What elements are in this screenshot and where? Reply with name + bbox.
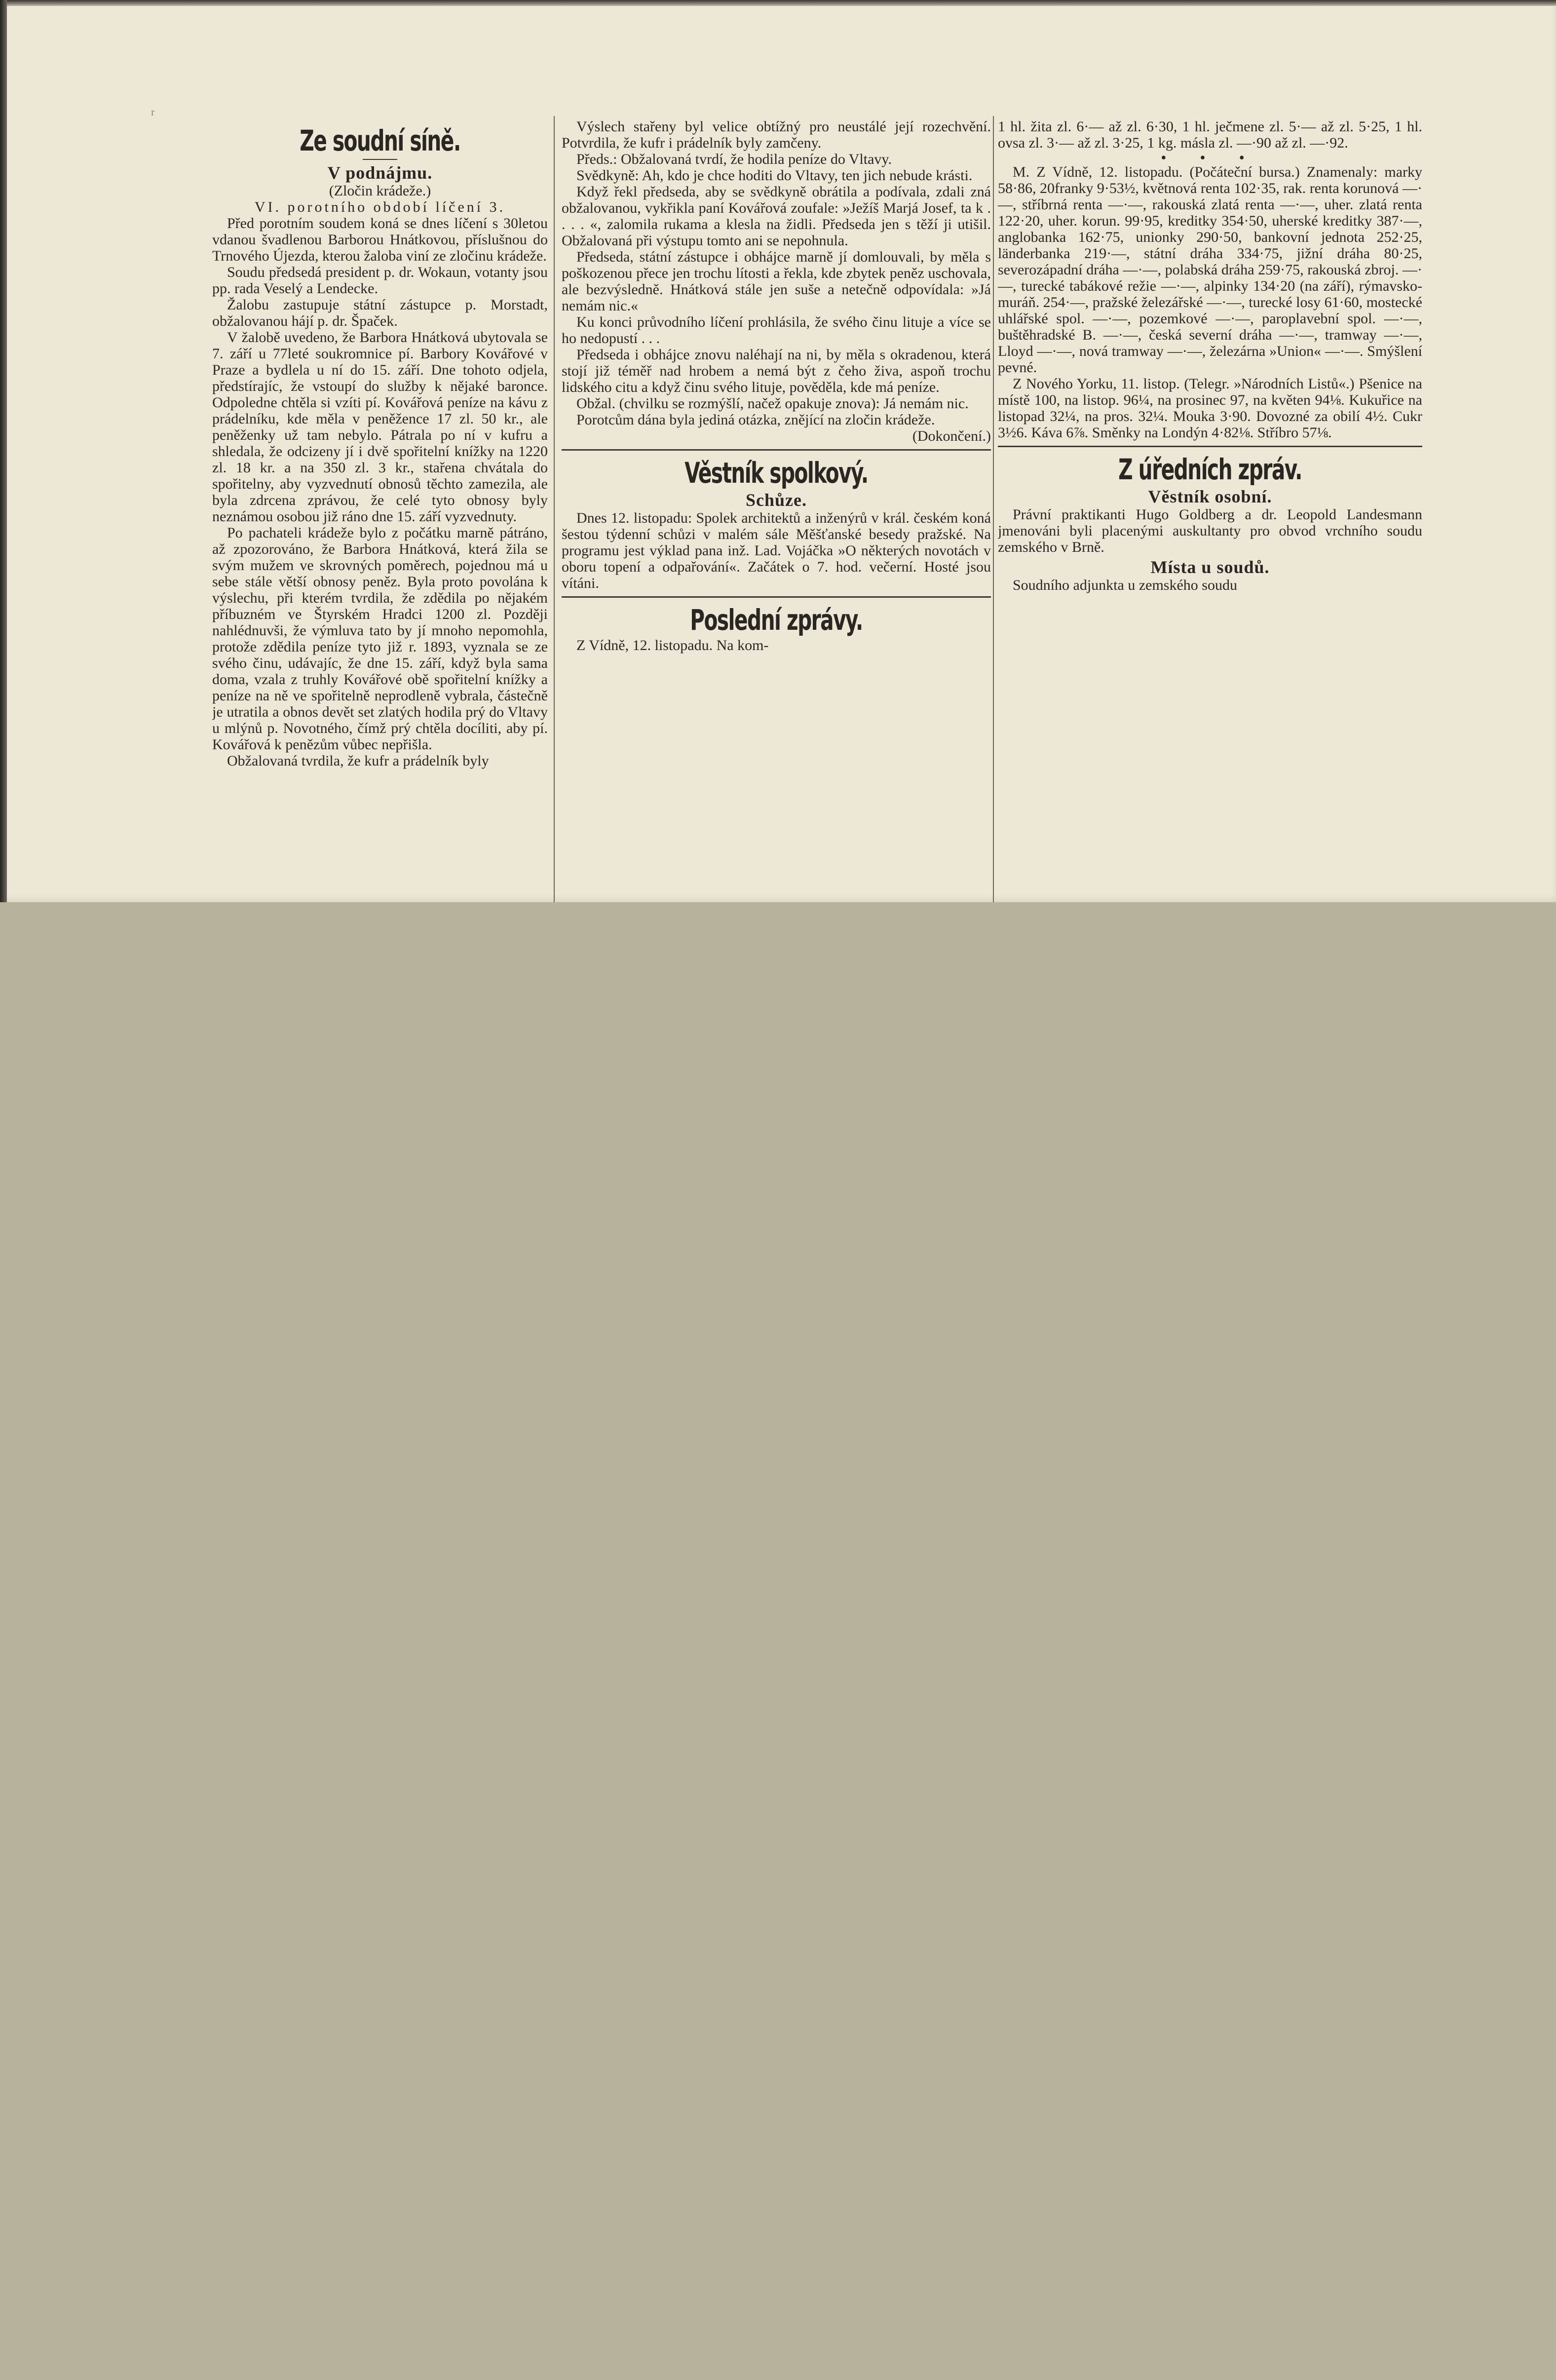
period-line: VI. porotního období líčení 3.	[254, 199, 506, 215]
subsection-title: Místa u soudů.	[1150, 557, 1270, 577]
paragraph: Soudního adjunkta u zemského soudu	[1013, 577, 1237, 593]
section-title: Věstník spolkový.	[684, 456, 868, 490]
column-court-report	[212, 118, 548, 902]
page-top-edge	[0, 0, 1556, 6]
paragraph: Právní praktikanti Hugo Goldberg a dr. Leopold Landesmann jmenováni byli placenými auskultanty pro obvod vrchního soudu zemského v Brně.	[998, 506, 1422, 555]
paragraph: Když řekl předseda, aby se svědkyně obrátila a podívala, zdali zná obžalovanou, vykřikla paní Kovářová zoufale: »Ježíš Marjá Josef, ta k . . . . «, zalomila rukama a klesla na židli. Předseda jen s těží ji utišil. Obžalovaná při výstupu tomto ani se nepohnula.	[562, 184, 991, 249]
column-divider	[993, 116, 994, 902]
subsection-title: Věstník osobní.	[1148, 487, 1272, 506]
section-title: Z úředních zpráv.	[1118, 453, 1302, 486]
article-subtitle: (Zločin krádeže.)	[329, 183, 431, 199]
horizontal-rule	[562, 449, 991, 451]
paragraph: Předs.: Obžalovaná tvrdí, že hodila peníze do Vltavy.	[576, 151, 892, 167]
paragraph: Z Nového Yorku, 11. listop. (Telegr. »Národních Listů«.) Pšenice na místě 100, na listop. 96¼, na prosinec 97, na květen 94⅛. Kukuřice na listopad 32¼, na pros. 32¼. Mouka 3·90. Dovozné za obilí 4½. Cukr 3½6. Káva 6⅞. Směnky na Londýn 4·82⅛. Stříbro 57⅛.	[998, 376, 1422, 441]
divider	[363, 159, 397, 160]
column-middle	[562, 118, 991, 902]
separator-stars: • • •	[1161, 149, 1259, 166]
paragraph: Před porotním soudem koná se dnes líčení s 30letou vdanou švadlenou Barborou Hnátkovou, příslušnou do Trnového Újezda, kterou žaloba viní ze zločinu krádeže.	[212, 215, 548, 264]
paragraph: Svědkyně: Ah, kdo je chce hoditi do Vltavy, ten jich nebude krásti.	[576, 167, 973, 184]
paragraph: Obžalovaná tvrdila, že kufr a prádelník byly	[227, 753, 489, 769]
paragraph: Soudu předsedá president p. dr. Wokaun, votanty jsou pp. rada Veselý a Lendecke.	[212, 264, 548, 297]
article-title: V podnájmu.	[327, 163, 433, 183]
paragraph: Výslech stařeny byl velice obtížný pro neustálé její rozechvění. Potvrdila, že kufr i prádelník byly zamčeny.	[562, 118, 991, 151]
paragraph: Z Vídně, 12. listopadu. Na kom-	[576, 637, 769, 653]
page-mark: r	[151, 106, 155, 118]
paragraph: 1 hl. žita zl. 6·— až zl. 6·30, 1 hl. ječmene zl. 5·— až zl. 5·25, 1 hl. ovsa zl. 3·— až zl. 3·25, 1 kg. másla zl. —·90 až zl. —·92.	[998, 118, 1422, 151]
horizontal-rule	[562, 596, 991, 598]
paragraph: M. Z Vídně, 12. listopadu. (Počáteční bursa.) Znamenaly: marky 58·86, 20franky 9·53½, květnová renta 102·35, rak. renta korunová —·—, stříbrná renta —·—, rakouská zlatá renta —·—, uher. zlatá renta 122·20, uher. korun. 99·95, kreditky 354·50, uherské kreditky 387·—, anglobanka 162·75, unionky 290·50, bankovní jednota 252·25, länderbanka 219·—, státní dráha 334·75, jižní dráha 80·25, severozápadní dráha —·—, polabská dráha 259·75, rakouská zbroj. —·—, turecké tabákové režie —·—, alpinky 134·20 (na září), rýmavsko-muráň. 254·—, pražské železářské —·—, turecké losy 61·60, mostecké uhlářské spol. —·—, pozemkové —·—, paroplavební spol. —·—, buštěhradské B. —·—, česká severní dráha —·—, tramway —·—, Lloyd —·—, nová tramway —·—, železárna »Union« —·—. Smýšlení pevné.	[998, 164, 1422, 376]
horizontal-rule	[998, 446, 1422, 447]
column-market-reports	[998, 118, 1422, 902]
paragraph: Porotcům dána byla jediná otázka, znějící na zločin krádeže.	[576, 412, 935, 428]
paragraph: Předseda i obhájce znovu naléhají na ni, by měla s okradenou, která stojí již téměř nad hrobem a nemá být z čeho živa, aspoň trochu lidského citu a když činu svého lituje, pověděla, kde má peníze.	[562, 346, 991, 395]
paragraph: Po pachateli krádeže bylo z počátku marně pátráno, až zpozorováno, že Barbora Hnátková, která žila se svým mužem ve skrovných poměrech, pojednou má u sebe stále větší obnosy peněz. Byla proto povolána k výslechu, při kterém tvrdila, že zdědila po nějakém příbuzném ve Štyrském Hradci 1200 zl. Později nahlédnuvši, že výmluva tato by jí mnoho nepomohla, protože zdědila peníze tyto již r. 1893, vyznala se ze svého činu, udávajíc, že dne 15. září, když byla sama doma, vzala z truhly Kovářové obě spořitelní knížky a peníze na ně ve spořitelně neprodleně vybrala, částečně je utratila a obnos devět set zlatých hodila prý do Vltavy u mlýnů p. Novotného, čímž prý chtěla docíliti, aby pí. Kovářová k penězům vůbec nepřišla.	[212, 525, 548, 753]
column-divider	[554, 116, 555, 902]
page-binding-edge	[0, 0, 7, 902]
continued-note: (Dokončení.)	[912, 428, 991, 444]
paragraph: Předseda, státní zástupce i obhájce marně jí domlouvali, by měla s poškozenou přece jen trochu lítosti a řekla, kde zbytek peněz uschovala, ale bezvýsledně. Hnátková stále jen suše a netečně odpovídala: »Já nemám nic.«	[562, 249, 991, 314]
paragraph: Obžal. (chvilku se rozmýšlí, načež opakuje znova): Já nemám nic.	[576, 395, 969, 412]
paragraph: Dnes 12. listopadu: Spolek architektů a inženýrů v král. českém koná šestou týdenní schůzi v malém sále Měšťanské besedy pražské. Na programu jest výklad pana inž. Lad. Vojáčka »O některých novotách v oboru topení a odpařování«. Začátek o 7. hod. večerní. Hosté jsou vítáni.	[562, 510, 991, 591]
paragraph: Žalobu zastupuje státní zástupce p. Morstadt, obžalovanou hájí p. dr. Špaček.	[212, 297, 548, 329]
section-title: Ze soudní síně.	[300, 124, 460, 157]
paragraph: V žalobě uvedeno, že Barbora Hnátková ubytovala se 7. září u 77leté soukromnice pí. Barbory Kovářové v Praze a bydlela u ní do 15. září. Dne tohoto odjela, předstírajíc, že vstoupí do služby k nějaké baronce. Odpoledne chtěla si vzíti pí. Kovářová peníze na kávu z prádelníku, kde měla v peněžence 17 zl. 50 kr., ale peněženky už tam nebylo. Pátrala po ní v kufru a shledala, že odcizeny jí i dvě spořitelní knížky na 1220 zl. 18 kr. a na 350 zl. 3 kr., stařena chvátala do spořitelny, aby vyzvednutí obnosů těchto zamezila, ale byla zdrcena zprávou, že celé tyto obnosy byly neznámou osobou již ráno dne 15. září vyzvednuty.	[212, 329, 548, 525]
subsection-title: Schůze.	[746, 490, 807, 510]
section-title: Poslední zprávy.	[690, 603, 863, 637]
paragraph: Ku konci průvodního líčení prohlásila, že svého činu lituje a více se ho nedopustí . . .	[562, 314, 991, 346]
